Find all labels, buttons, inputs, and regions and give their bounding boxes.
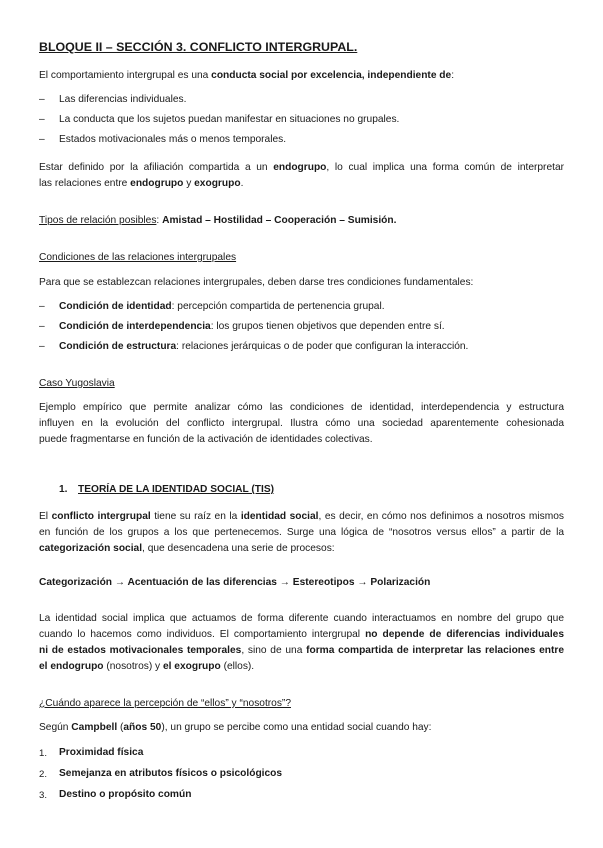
question-heading: ¿Cuándo aparece la percepción de “ellos” y “nosotros”? — [39, 698, 291, 709]
section-title: TEORÍA DE LA IDENTIDAD SOCIAL (TIS) — [78, 484, 275, 495]
case-paragraph-line: Ejemplo empírico que permite analizar cómo las condiciones de identidad, interdependencia y estructura — [39, 402, 564, 413]
list-number: 3. — [39, 790, 48, 801]
numbered-item: Destino o propósito común — [59, 789, 192, 800]
bullet-dash: – — [39, 114, 45, 125]
endogrupo-paragraph-line: las relaciones entre endogrupo y exogrupo. — [39, 178, 244, 189]
list-item: Estados motivacionales más o menos temporales. — [59, 134, 287, 145]
identity-paragraph-line: La identidad social implica que actuamos de forma diferente cuando interactuamos en nombre del grupo que — [39, 613, 564, 624]
bullet-dash: – — [39, 94, 45, 105]
bullet-dash: – — [39, 134, 45, 145]
conditions-heading: Condiciones de las relaciones intergrupales — [39, 252, 237, 263]
conditions-intro: Para que se establezcan relaciones intergrupales, deben darse tres condiciones fundamentales: — [39, 277, 474, 288]
condition-item: Condición de interdependencia: los grupos tienen objetivos que dependen entre sí. — [59, 321, 445, 332]
process-chain: Categorización → Acentuación de las diferencias → Estereotipos → Polarización — [39, 577, 431, 588]
case-heading: Caso Yugoslavia — [39, 378, 115, 389]
list-item: Las diferencias individuales. — [59, 94, 187, 105]
campbell-paragraph: Según Campbell (años 50), un grupo se percibe como una entidad social cuando hay: — [39, 722, 432, 733]
tis-paragraph-line: en función de los grupos a los que pertenecemos. Surge una lógica de “nosotros versus ellos” a partir de la — [39, 527, 564, 538]
condition-item: Condición de identidad: percepción compartida de pertenencia grupal. — [59, 301, 385, 312]
numbered-item: Proximidad física — [59, 747, 144, 758]
case-paragraph-line: puede fragmentarse en función de la activación de identidades colectivas. — [39, 434, 373, 445]
endogrupo-paragraph-line: Estar definido por la afiliación compartida a un endogrupo, lo cual implica una forma común de interpretar — [39, 162, 565, 173]
section-number: 1. — [59, 484, 68, 495]
list-item: La conducta que los sujetos puedan manifestar en situaciones no grupales. — [59, 114, 400, 125]
list-number: 2. — [39, 769, 48, 780]
condition-item: Condición de estructura: relaciones jerárquicas o de poder que configuran la interacción. — [59, 341, 469, 352]
bullet-dash: – — [39, 301, 45, 312]
list-number: 1. — [39, 748, 48, 759]
identity-paragraph-line: cuando lo hacemos como individuos. El comportamiento intergrupal no depende de diferencias individuales — [39, 629, 564, 640]
tis-paragraph-line: El conflicto intergrupal tiene su raíz en la identidad social, es decir, en cómo nos definimos a nosotros mismos — [39, 511, 565, 522]
case-paragraph-line: influyen en la evolución del conflicto intergrupal. Ilustra cómo una sociedad aparentemente cohesionada — [39, 418, 564, 429]
identity-paragraph-line: el endogrupo (nosotros) y el exogrupo (ellos). — [39, 661, 255, 672]
intro-paragraph: El comportamiento intergrupal es una conducta social por excelencia, independiente de: — [39, 70, 455, 81]
bullet-dash: – — [39, 341, 45, 352]
tis-paragraph-line: categorización social, que desencadena una serie de procesos: — [39, 543, 335, 554]
relation-types: Tipos de relación posibles: Amistad – Hostilidad – Cooperación – Sumisión. — [39, 215, 397, 226]
page-title: BLOQUE II – SECCIÓN 3. CONFLICTO INTERGRUPAL. — [39, 40, 358, 54]
identity-paragraph-line: ni de estados motivacionales temporales, sino de una forma compartida de interpretar las relaciones entre — [39, 645, 564, 656]
numbered-item: Semejanza en atributos físicos o psicológicos — [59, 768, 283, 779]
bullet-dash: – — [39, 321, 45, 332]
